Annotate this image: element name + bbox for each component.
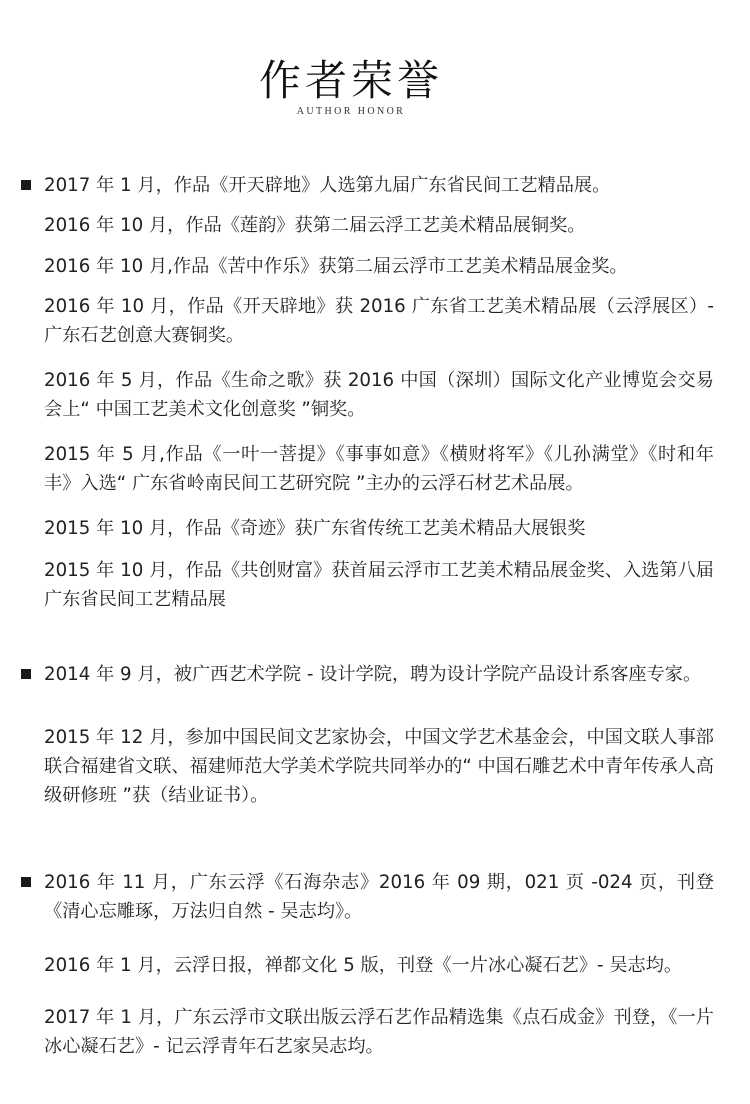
- honor-item: 2015 年 12 月，参加中国民间文艺家协会，中国文学艺术基金会，中国文联人事部联合福建省文联、福建师范大学美术学院共同举办的“ 中国石雕艺术中青年传承人高级研修班 ”获（结业证书）。: [44, 727, 714, 806]
- section-bullet-icon: [21, 180, 31, 190]
- page-subtitle: AUTHOR HONOR: [296, 106, 406, 117]
- honor-item: 2017 年 1 月，作品《开天辟地》人选第九届广东省民间工艺精品展。: [44, 175, 611, 196]
- honor-item: 2016 年 10 月，作品《莲韵》获第二届云浮工艺美术精品展铜奖。: [44, 215, 586, 236]
- honor-item: 2014 年 9 月，被广西艺术学院 - 设计学院，聘为设计学院产品设计系客座专家。: [44, 664, 702, 685]
- honor-item: 2016 年 1 月，云浮日报，禅都文化 5 版，刊登《一片冰心凝石艺》- 吴志均。: [44, 955, 683, 976]
- honor-item: 2015 年 10 月，作品《奇迹》获广东省传统工艺美术精品大展银奖: [44, 518, 586, 539]
- section-bullet-icon: [21, 669, 31, 679]
- honor-item: 2015 年 10 月，作品《共创财富》获首届云浮市工艺美术精品展金奖、入选第八届广东省民间工艺精品展: [44, 560, 714, 610]
- section-bullet-icon: [21, 877, 31, 887]
- honor-item: 2015 年 5 月,作品《一叶一菩提》《事事如意》《横财将军》《儿孙满堂》《时和年丰》入选“ 广东省岭南民间工艺研究院 ”主办的云浮石材艺术品展。: [44, 444, 714, 494]
- page-header: [0, 56, 750, 117]
- page-title: 作者荣誉: [258, 56, 443, 105]
- honor-item: 2017 年 1 月，广东云浮市文联出版云浮石艺作品精选集《点石成金》刊登，《一片冰心凝石艺》- 记云浮青年石艺家吴志均。: [44, 1007, 714, 1057]
- honor-item: 2016 年 11 月，广东云浮《石海杂志》2016 年 09 期，021 页 -024 页，刊登《清心忘雕琢，万法归自然 - 吴志均》。: [44, 872, 714, 922]
- honor-item: 2016 年 5 月，作品《生命之歌》获 2016 中国（深圳）国际文化产业博览会交易会上“ 中国工艺美术文化创意奖 ”铜奖。: [44, 370, 714, 420]
- honor-item: 2016 年 10 月，作品《开天辟地》获 2016 广东省工艺美术精品展（云浮展区）- 广东石艺创意大赛铜奖。: [44, 296, 714, 346]
- honor-item: 2016 年 10 月,作品《苦中作乐》获第二届云浮市工艺美术精品展金奖。: [44, 256, 628, 277]
